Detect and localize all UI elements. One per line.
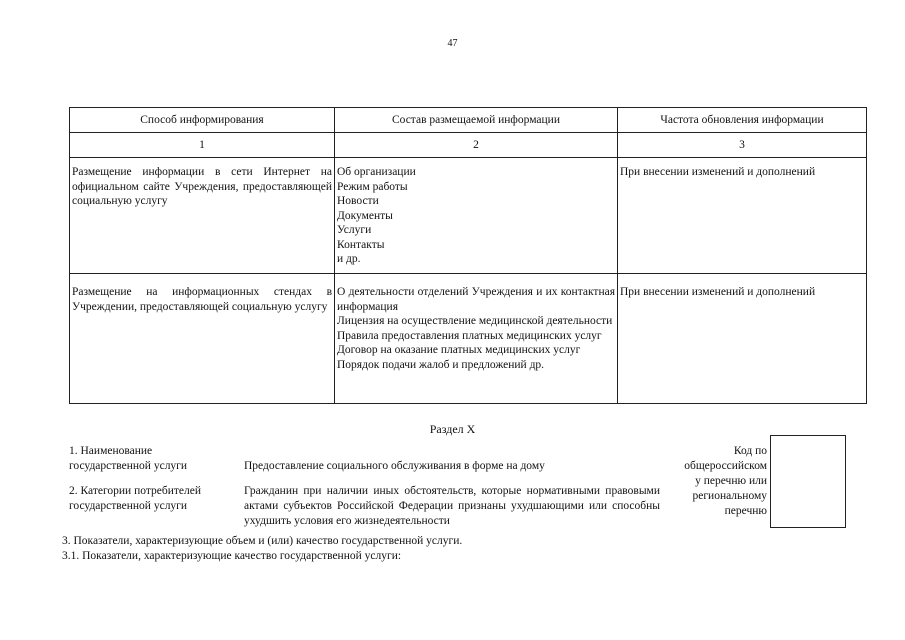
label-line: общероссийском [684,460,767,472]
content-line: Договор на оказание платных медицинских услуг [337,344,581,356]
row-content [335,158,618,274]
label-line: 2. Категории потребителей [69,485,201,497]
label-line: у перечню или [695,475,767,487]
label-line: Код по [733,445,767,457]
code-box [770,435,846,528]
header-method: Способ информирования [70,108,335,133]
label-line: региональному [692,490,767,502]
page-number: 47 [447,38,458,49]
content-line: Документы [337,209,393,222]
content-line: Лицензия на осуществление медицинской деятельности [337,315,613,327]
row-frequency: При внесении изменений и дополнений [618,274,867,404]
row-content [335,274,618,404]
row-method: Размещение информации в сети Интернет на официальном сайте Учреждения, предоставляющей социальную услугу [70,158,335,274]
content-line: Новости [337,195,379,207]
column-number: 1 [70,133,335,158]
content-line: Порядок подачи жалоб и предложений др. [337,358,545,371]
table-row [70,158,867,274]
content-line: Режим работы [337,180,408,193]
information-table [69,107,867,404]
item1-value: Предоставление социального обслуживания в форме на дому [244,460,545,472]
label-line: перечню [724,505,767,517]
table-row [70,274,867,404]
table-header-row [70,108,867,133]
row-method: Размещение на информационных стендах в Учреждении, предоставляющей социальную услугу [70,274,335,404]
item1-label [69,444,187,474]
row-frequency: При внесении изменений и дополнений [618,158,867,274]
column-number: 2 [335,133,618,158]
column-number: 3 [618,133,867,158]
item2-label [69,484,201,514]
code-label [660,444,767,519]
header-content: Состав размещаемой информации [335,108,618,133]
label-line: государственной услуги [69,460,188,472]
content-line: Услуги [337,224,372,236]
content-line: Контакты [337,238,385,251]
item2-value: Гражданин при наличии иных обстоятельств, которые нормативными правовыми актами субъектов Российской Федерации признаны ухудшающими или способны ухудшить условия его жизнедеятельности [244,485,660,527]
label-line: 1. Наименование [69,445,153,457]
content-line: Об организации [337,166,416,178]
content-line: и др. [337,253,361,265]
header-frequency: Частота обновления информации [618,108,867,133]
section-title: Раздел X [429,422,476,436]
item3-1: 3.1. Показатели, характеризующие качество государственной услуги: [62,550,402,562]
content-line: Правила предоставления платных медицинских услуг [337,329,602,342]
content-line: О деятельности отделений Учреждения и их контактная информация [337,286,615,313]
item3: 3. Показатели, характеризующие объем и (или) качество государственной услуги. [62,535,463,547]
label-line: государственной услуги [69,500,188,512]
table-number-row [70,133,867,158]
